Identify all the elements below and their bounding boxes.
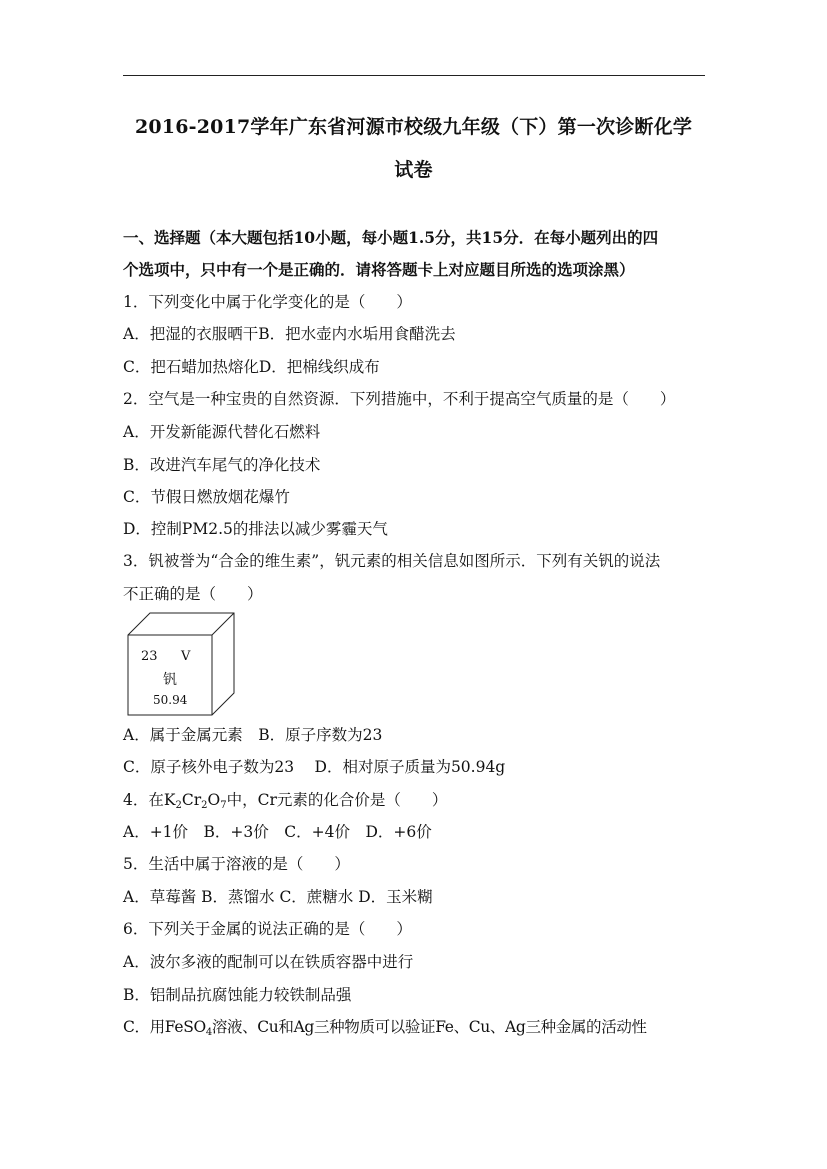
q1-stem: 1．下列变化中属于化学变化的是（ ） — [123, 293, 412, 311]
q6-option-c-prefix: C．用FeSO — [123, 1018, 206, 1036]
formula-cr-sub: 2 — [201, 800, 208, 811]
q6-option-a: A．波尔多液的配制可以在铁质容器中进行 — [123, 953, 414, 971]
q6-option-c-suffix: 溶液、Cu和Ag三种物质可以验证Fe、Cu、Ag三种金属的活动性 — [211, 1018, 647, 1036]
section-heading-line1: 一、选择题（本大题包括10小题，每小题1.5分，共15分．在每小题列出的四 — [123, 228, 659, 247]
q3-options-ab: A．属于金属元素 B．原子序数为23 — [123, 726, 383, 744]
section-heading-line2: 个选项中，只中有一个是正确的．请将答题卡上对应题目所选的选项涂黑） — [123, 260, 635, 279]
q5-options: A．草莓酱 B．蒸馏水 C．蔗糖水 D．玉米糊 — [123, 888, 433, 906]
q1-options-ab: A．把湿的衣服晒干B．把水壶内水垢用食醋洗去 — [123, 325, 456, 343]
formula-k: K — [163, 791, 176, 809]
q6-option-b: B．铝制品抗腐蚀能力较铁制品强 — [123, 986, 352, 1004]
q4-stem-suffix: 中，Cr元素的化合价是（ ） — [226, 791, 448, 809]
q2-option-b: B．改进汽车尾气的净化技术 — [123, 456, 321, 474]
q3-options-cd: C．原子核外电子数为23 D．相对原子质量为50.94g — [123, 758, 506, 776]
q1-options-cd: C．把石蜡加热熔化D．把棉线织成布 — [123, 358, 380, 376]
q3-stem-line1: 3．钒被誉为“合金的维生素”，钒元素的相关信息如图所示．下列有关钒的说法 — [123, 552, 661, 570]
element-name: 钒 — [163, 672, 177, 688]
q3-stem-line2: 不正确的是（ ） — [123, 585, 263, 603]
formula-cr: Cr — [181, 791, 202, 809]
q6-option-c-sub: 4 — [205, 1027, 212, 1038]
q4-stem-prefix: 4．在 — [123, 791, 164, 809]
formula-o: O — [207, 791, 221, 809]
element-atomic-mass: 50.94 — [153, 693, 188, 707]
q4-stem — [123, 790, 713, 810]
element-atomic-number: 23 — [141, 649, 158, 664]
q2-option-a: A．开发新能源代替化石燃料 — [123, 423, 321, 441]
q6-stem: 6．下列关于金属的说法正确的是（ ） — [123, 920, 412, 938]
header-rule — [123, 75, 705, 76]
formula-o-sub: 7 — [220, 800, 227, 811]
q6-option-c — [123, 1017, 713, 1037]
formula-k-sub: 2 — [175, 800, 182, 811]
q2-option-c: C．节假日燃放烟花爆竹 — [123, 488, 290, 506]
exam-title-line1: 2016-2017学年广东省河源市校级九年级（下）第一次诊断化学 — [134, 116, 693, 138]
element-symbol: V — [181, 649, 191, 664]
q5-stem: 5．生活中属于溶液的是（ ） — [123, 855, 350, 873]
element-cube-figure — [127, 611, 237, 717]
q2-option-d: D．控制PM2.5的排法以减少雾霾天气 — [123, 520, 388, 538]
q2-stem: 2．空气是一种宝贵的自然资源．下列措施中，不利于提高空气质量的是（ ） — [123, 390, 676, 408]
q4-options: A．+1价 B．+3价 C．+4价 D．+6价 — [123, 823, 432, 841]
exam-title-line2: 试卷 — [394, 159, 433, 181]
